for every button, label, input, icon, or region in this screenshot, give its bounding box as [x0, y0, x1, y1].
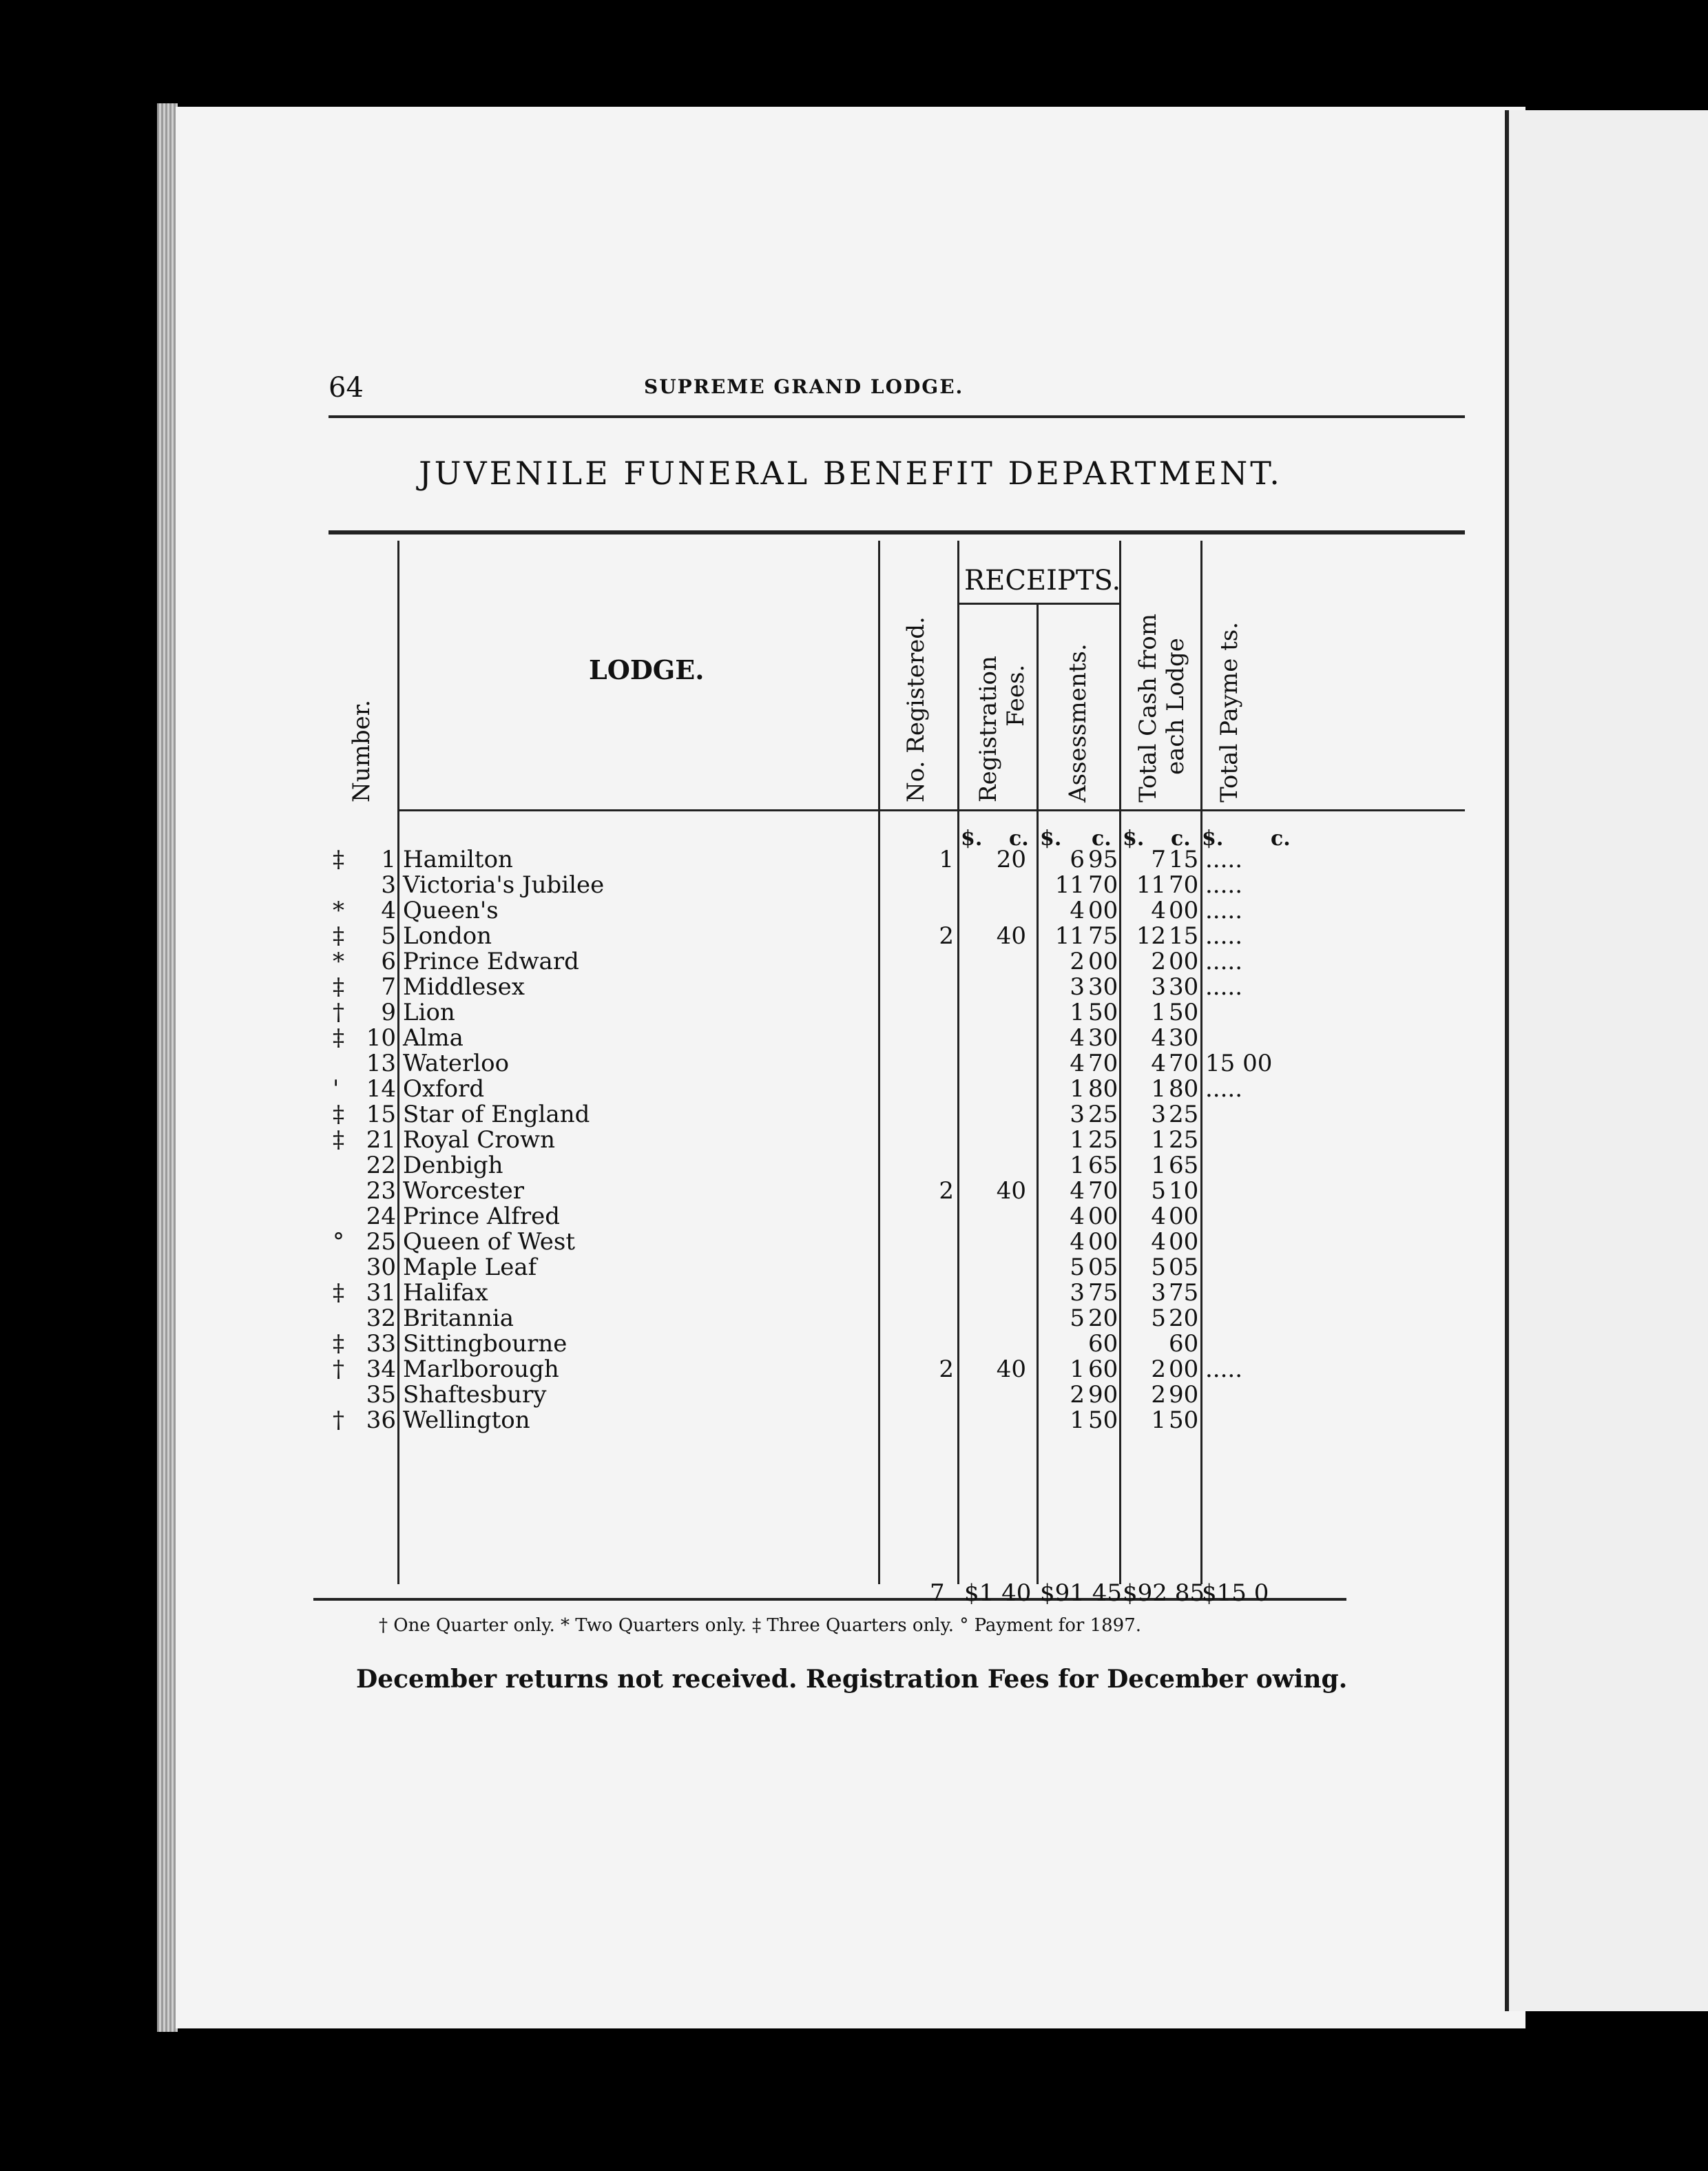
row-assess-cents: 70 — [1088, 1177, 1118, 1205]
row-lodge-name: Waterloo — [403, 1050, 510, 1077]
document-page — [176, 107, 1525, 2028]
row-total-dollars: 1 — [1151, 1075, 1166, 1103]
row-number: 5 — [381, 922, 396, 950]
row-mark: * — [333, 948, 344, 975]
table-row — [176, 949, 1525, 974]
row-fees: 40 — [996, 1177, 1026, 1205]
table-row — [176, 1153, 1525, 1178]
page-number: 64 — [329, 372, 364, 404]
row-total-cents: 90 — [1169, 1381, 1199, 1409]
row-mark: ‡ — [333, 1126, 344, 1154]
row-assess-dollars: 1 — [1070, 999, 1085, 1026]
table-row — [176, 1077, 1525, 1101]
unit-dollar-assess: $. — [1040, 827, 1062, 851]
unit-cent-total: c. — [1171, 827, 1191, 851]
total-fees: $1 40 — [964, 1579, 1032, 1607]
row-total-dollars: 4 — [1151, 1228, 1166, 1256]
table-row — [176, 1000, 1525, 1025]
row-number: 36 — [366, 1406, 396, 1434]
row-total-dollars: 4 — [1151, 1203, 1166, 1230]
row-total-cents: 00 — [1169, 897, 1199, 924]
row-assess-dollars: 4 — [1070, 1024, 1085, 1052]
row-total-dollars: 1 — [1151, 999, 1166, 1026]
row-total-cents: 60 — [1169, 1330, 1199, 1358]
table-row — [176, 1178, 1525, 1203]
row-mark: † — [333, 999, 344, 1026]
row-lodge-name: Queen's — [403, 897, 499, 924]
row-assess-dollars: 3 — [1070, 1279, 1085, 1307]
row-payments: ..... — [1205, 846, 1243, 873]
table-row — [176, 1382, 1525, 1407]
row-payments: ..... — [1205, 973, 1243, 1001]
row-assess-cents: 00 — [1088, 1203, 1118, 1230]
row-assess-cents: 00 — [1088, 897, 1118, 924]
row-total-dollars: 4 — [1151, 897, 1166, 924]
table-row — [176, 1204, 1525, 1229]
row-number: 21 — [366, 1126, 396, 1154]
col-header-fees-line2: Fees. — [1002, 664, 1030, 727]
total-payments: $15 0 — [1202, 1579, 1269, 1607]
row-number: 9 — [381, 999, 396, 1026]
row-total-cents: 00 — [1169, 1203, 1199, 1230]
row-assess-cents: 50 — [1088, 1406, 1118, 1434]
unit-cent-payments: c. — [1271, 827, 1291, 851]
row-assess-cents: 30 — [1088, 973, 1118, 1001]
row-assess-cents: 20 — [1088, 1305, 1118, 1332]
row-number: 31 — [366, 1279, 396, 1307]
row-mark: ‡ — [333, 973, 344, 1001]
table-row — [176, 873, 1525, 897]
row-registered: 1 — [939, 846, 954, 873]
row-total-cents: 15 — [1169, 846, 1199, 873]
row-total-cents: 25 — [1169, 1126, 1199, 1154]
row-total-dollars: 7 — [1151, 846, 1166, 873]
table-row — [176, 898, 1525, 923]
table-row — [176, 1280, 1525, 1305]
row-number: 33 — [366, 1330, 396, 1358]
row-total-dollars: 2 — [1151, 1381, 1166, 1409]
page-title: JUVENILE FUNERAL BENEFIT DEPARTMENT. — [419, 455, 1282, 492]
row-payments: 15 00 — [1205, 1050, 1273, 1077]
table-row — [176, 1026, 1525, 1050]
row-mark: ‡ — [333, 1101, 344, 1128]
facing-page-edge — [1505, 110, 1708, 2011]
unit-cent-assess: c. — [1092, 827, 1112, 851]
row-total-cents: 80 — [1169, 1075, 1199, 1103]
row-total-cents: 10 — [1169, 1177, 1199, 1205]
row-number: 32 — [366, 1305, 396, 1332]
table-row — [176, 1357, 1525, 1382]
row-total-dollars: 11 — [1136, 871, 1166, 899]
row-mark: ‡ — [333, 1279, 344, 1307]
row-total-dollars: 4 — [1151, 1050, 1166, 1077]
row-assess-cents: 80 — [1088, 1075, 1118, 1103]
row-number: 34 — [366, 1355, 396, 1383]
row-assess-dollars: 2 — [1070, 1381, 1085, 1409]
unit-dollar-fees: $. — [961, 827, 983, 851]
row-lodge-name: Oxford — [403, 1075, 485, 1103]
row-lodge-name: Halifax — [403, 1279, 488, 1307]
row-total-cents: 50 — [1169, 999, 1199, 1026]
row-assess-dollars: 3 — [1070, 973, 1085, 1001]
row-number: 1 — [381, 846, 396, 873]
row-total-cents: 00 — [1169, 1355, 1199, 1383]
table-row — [176, 924, 1525, 948]
row-total-cents: 50 — [1169, 1406, 1199, 1434]
row-assess-dollars: 1 — [1070, 1355, 1085, 1383]
row-lodge-name: Queen of West — [403, 1228, 575, 1256]
row-mark: † — [333, 1406, 344, 1434]
row-assess-cents: 70 — [1088, 1050, 1118, 1077]
row-assess-dollars: 6 — [1070, 846, 1085, 873]
row-total-dollars: 12 — [1136, 922, 1166, 950]
row-assess-cents: 70 — [1088, 871, 1118, 899]
row-total-cents: 30 — [1169, 973, 1199, 1001]
row-mark: ° — [333, 1228, 344, 1256]
row-lodge-name: Hamilton — [403, 846, 513, 873]
row-total-cents: 70 — [1169, 1050, 1199, 1077]
row-lodge-name: Prince Edward — [403, 948, 579, 975]
row-lodge-name: Victoria's Jubilee — [403, 871, 605, 899]
row-payments: ..... — [1205, 871, 1243, 899]
total-registered: 7 — [930, 1579, 945, 1607]
row-lodge-name: Alma — [403, 1024, 464, 1052]
row-mark: ‡ — [333, 1330, 344, 1358]
row-total-dollars: 5 — [1151, 1254, 1166, 1281]
header-rule — [329, 415, 1465, 418]
row-total-dollars: 2 — [1151, 948, 1166, 975]
col-header-number: Number. — [348, 699, 375, 802]
row-assess-dollars: 4 — [1070, 1050, 1085, 1077]
row-lodge-name: Marlborough — [403, 1355, 559, 1383]
row-assess-dollars: 4 — [1070, 1177, 1085, 1205]
row-total-dollars: 5 — [1151, 1177, 1166, 1205]
row-assess-cents: 75 — [1088, 922, 1118, 950]
row-payments: ..... — [1205, 922, 1243, 950]
col-header-assessments: Assessments. — [1064, 643, 1092, 802]
row-number: 30 — [366, 1254, 396, 1281]
row-assess-dollars: 1 — [1070, 1075, 1085, 1103]
row-total-dollars: 3 — [1151, 973, 1166, 1001]
unit-dollar-payments: $. — [1202, 827, 1224, 851]
row-assess-dollars: 4 — [1070, 897, 1085, 924]
row-assess-cents: 25 — [1088, 1126, 1118, 1154]
row-lodge-name: Star of England — [403, 1101, 590, 1128]
unit-dollar-total: $. — [1123, 827, 1145, 851]
col-header-registered: No. Registered. — [902, 616, 930, 802]
row-lodge-name: Royal Crown — [403, 1126, 555, 1154]
row-mark: ‡ — [333, 846, 344, 873]
receipts-rule — [957, 603, 1119, 605]
row-assess-cents: 60 — [1088, 1355, 1118, 1383]
row-lodge-name: Britannia — [403, 1305, 514, 1332]
row-lodge-name: Maple Leaf — [403, 1254, 537, 1281]
row-assess-cents: 65 — [1088, 1152, 1118, 1179]
row-total-cents: 30 — [1169, 1024, 1199, 1052]
row-total-dollars: 5 — [1151, 1305, 1166, 1332]
row-number: 13 — [366, 1050, 396, 1077]
unit-cent-fees: c. — [1009, 827, 1029, 851]
row-lodge-name: London — [403, 922, 492, 950]
row-registered: 2 — [939, 922, 954, 950]
row-assess-dollars: 1 — [1070, 1152, 1085, 1179]
row-assess-cents: 90 — [1088, 1381, 1118, 1409]
row-lodge-name: Sittingbourne — [403, 1330, 567, 1358]
row-total-cents: 65 — [1169, 1152, 1199, 1179]
row-assess-cents: 05 — [1088, 1254, 1118, 1281]
row-total-cents: 75 — [1169, 1279, 1199, 1307]
col-header-total-cash-line2: each Lodge — [1162, 638, 1189, 775]
row-assess-dollars: 3 — [1070, 1101, 1085, 1128]
table-row — [176, 1408, 1525, 1433]
row-number: 6 — [381, 948, 396, 975]
total-cash: $92 85 — [1123, 1579, 1205, 1607]
row-assess-dollars: 1 — [1070, 1406, 1085, 1434]
row-number: 10 — [366, 1024, 396, 1052]
row-number: 23 — [366, 1177, 396, 1205]
row-payments: ..... — [1205, 897, 1243, 924]
table-top-rule — [329, 530, 1465, 534]
row-fees: 20 — [996, 846, 1026, 873]
row-lodge-name: Middlesex — [403, 973, 525, 1001]
row-total-cents: 00 — [1169, 1228, 1199, 1256]
row-mark: ‡ — [333, 1024, 344, 1052]
table-row — [176, 975, 1525, 999]
table-row — [176, 1306, 1525, 1331]
row-assess-dollars: 1 — [1070, 1126, 1085, 1154]
row-total-cents: 20 — [1169, 1305, 1199, 1332]
row-fees: 40 — [996, 922, 1026, 950]
table-row — [176, 1128, 1525, 1152]
table-row — [176, 847, 1525, 872]
row-total-dollars: 3 — [1151, 1101, 1166, 1128]
row-total-cents: 25 — [1169, 1101, 1199, 1128]
row-lodge-name: Worcester — [403, 1177, 525, 1205]
row-total-dollars: 4 — [1151, 1024, 1166, 1052]
col-header-receipts: RECEIPTS. — [964, 565, 1121, 596]
row-number: 4 — [381, 897, 396, 924]
total-assessments: $91 45 — [1040, 1579, 1122, 1607]
footnote: † One Quarter only. * Two Quarters only. ‡ Three Quarters only. ° Payment for 1897. — [379, 1615, 1142, 1636]
row-total-dollars: 1 — [1151, 1126, 1166, 1154]
row-mark: † — [333, 1355, 344, 1383]
header-bottom-rule — [397, 809, 1465, 811]
row-assess-dollars: 11 — [1054, 871, 1085, 899]
col-header-lodge: LODGE. — [589, 654, 705, 685]
table-row — [176, 1102, 1525, 1127]
row-assess-cents: 95 — [1088, 846, 1118, 873]
row-number: 24 — [366, 1203, 396, 1230]
row-assess-cents: 60 — [1088, 1330, 1118, 1358]
row-payments: ..... — [1205, 1355, 1243, 1383]
book-page-edges — [157, 103, 178, 2032]
row-registered: 2 — [939, 1177, 954, 1205]
row-mark: * — [333, 897, 344, 924]
row-lodge-name: Wellington — [403, 1406, 530, 1434]
table-row — [176, 1255, 1525, 1280]
running-head: SUPREME GRAND LODGE. — [644, 375, 964, 398]
row-lodge-name: Lion — [403, 999, 455, 1026]
returns-note: December returns not received. Registration Fees for December owing. — [356, 1665, 1348, 1694]
row-assess-dollars: 4 — [1070, 1203, 1085, 1230]
row-assess-dollars: 4 — [1070, 1228, 1085, 1256]
row-number: 35 — [366, 1381, 396, 1409]
row-total-cents: 70 — [1169, 871, 1199, 899]
row-assess-cents: 00 — [1088, 948, 1118, 975]
row-total-cents: 15 — [1169, 922, 1199, 950]
row-assess-dollars: 11 — [1054, 922, 1085, 950]
table-row — [176, 1229, 1525, 1254]
row-number: 3 — [381, 871, 396, 899]
row-total-dollars: 1 — [1151, 1406, 1166, 1434]
row-total-dollars: 3 — [1151, 1279, 1166, 1307]
row-number: 25 — [366, 1228, 396, 1256]
row-payments: ..... — [1205, 1075, 1243, 1103]
row-lodge-name: Denbigh — [403, 1152, 503, 1179]
row-lodge-name: Prince Alfred — [403, 1203, 561, 1230]
row-mark: ' — [333, 1075, 340, 1103]
col-header-total-payments: Total Payme ts. — [1216, 621, 1243, 802]
row-total-dollars: 2 — [1151, 1355, 1166, 1383]
row-assess-dollars: 5 — [1070, 1254, 1085, 1281]
row-total-cents: 05 — [1169, 1254, 1199, 1281]
row-assess-dollars: 5 — [1070, 1305, 1085, 1332]
row-total-dollars: 1 — [1151, 1152, 1166, 1179]
table-row — [176, 1051, 1525, 1076]
row-mark: ‡ — [333, 922, 344, 950]
col-header-total-cash-line1: Total Cash from — [1134, 613, 1162, 802]
row-assess-cents: 50 — [1088, 999, 1118, 1026]
row-number: 15 — [366, 1101, 396, 1128]
row-number: 14 — [366, 1075, 396, 1103]
row-total-cents: 00 — [1169, 948, 1199, 975]
row-number: 22 — [366, 1152, 396, 1179]
row-fees: 40 — [996, 1355, 1026, 1383]
row-registered: 2 — [939, 1355, 954, 1383]
row-assess-cents: 75 — [1088, 1279, 1118, 1307]
row-assess-cents: 25 — [1088, 1101, 1118, 1128]
col-header-fees-line1: Registration — [975, 656, 1002, 802]
table-row — [176, 1331, 1525, 1356]
row-assess-cents: 00 — [1088, 1228, 1118, 1256]
row-assess-cents: 30 — [1088, 1024, 1118, 1052]
row-payments: ..... — [1205, 948, 1243, 975]
row-lodge-name: Shaftesbury — [403, 1381, 547, 1409]
row-assess-dollars: 2 — [1070, 948, 1085, 975]
row-number: 7 — [381, 973, 396, 1001]
